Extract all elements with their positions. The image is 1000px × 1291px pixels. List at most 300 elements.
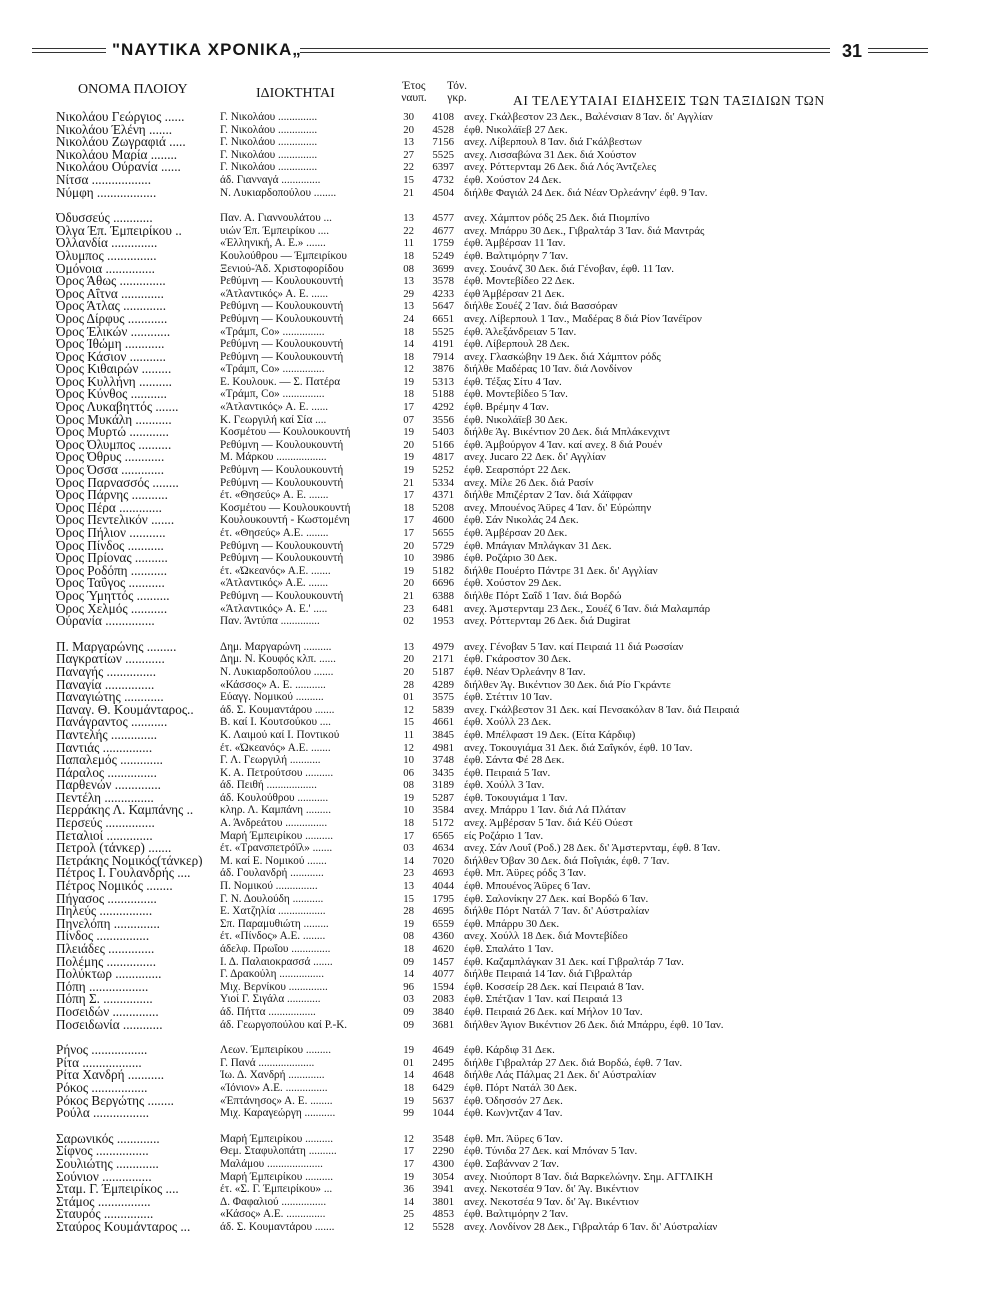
ship-name: Πέτρος Ι. Γουλανδρής .... (56, 867, 191, 881)
latest-news: έφθ. Άμβέρσαν 20 Δεκ. (464, 527, 568, 539)
ship-row (56, 326, 968, 339)
ship-owner: «Έλληνική, Α. Ε.» ....... (220, 237, 326, 250)
ship-row (56, 1183, 968, 1196)
ship-row (56, 1107, 968, 1120)
ship-owner: Δημ. Μαργαρώνη .......... (220, 640, 332, 653)
year-built: 15 (403, 173, 414, 186)
ship-name: Στάμος ................ (56, 1195, 151, 1209)
ship-row (56, 855, 968, 868)
gross-tonnage: 3435 (432, 766, 454, 779)
ship-name: Όρος Μυκάλη ........... (56, 413, 172, 427)
ship-name: Πεταλιοί .............. (56, 829, 153, 843)
latest-news: διήλθε Λάς Πάλμας 21 Δεκ. δι' Αύστραλίαν (464, 1069, 657, 1082)
year-built: 13 (403, 136, 414, 149)
column-header-owners: ΙΔΙΟΚΤΗΤΑΙ (256, 86, 335, 101)
ship-name: Όρος Ροδόπη ........... (56, 564, 168, 578)
latest-news: έφθ. Στέττιν 10 Ίαν. (464, 691, 553, 704)
ship-name: Πάραλος ............... (56, 766, 157, 780)
latest-news: ανεχ. Σουάνζ 30 Δεκ. διά Γένοβαν, έφθ. 11 Ίαν. (464, 262, 675, 275)
latest-news: ανεχ. Νεκοτσέα 9 Ίαν. δι' Άγ. Βικέντιον (464, 1195, 639, 1208)
ship-owner: Κ. Α. Πετρούτσου .......... (220, 766, 334, 779)
year-built: 19 (403, 1094, 414, 1107)
ship-name: Όρος Αΐτνα ............. (56, 287, 164, 301)
ship-name: Πανάγραντος ........... (56, 716, 168, 729)
gross-tonnage: 3876 (432, 363, 454, 376)
ship-row (56, 111, 968, 124)
ship-row (56, 275, 968, 288)
ship-row (56, 212, 968, 225)
gross-tonnage: 7156 (432, 136, 454, 149)
gross-tonnage: 7020 (432, 854, 454, 867)
ship-name: Ρούλα ................. (56, 1107, 150, 1120)
latest-news: διήλθεν Άγιον Βικέντιον 26 Δεκ. διά Μπάρρυ, έφθ. 10 Ίαν. (464, 1018, 724, 1031)
ship-name: Σουλιώτης ............. (56, 1157, 159, 1171)
latest-news: ανεχ. Ρόττερνταμ 26 Δεκ. διά Dugirat (464, 615, 631, 628)
year-built: 19 (403, 917, 414, 930)
ship-name: Όρος Όσσα ............. (56, 464, 165, 477)
latest-news: ανεχ. Γκάλβεστον 31 Δεκ. καί Πενσακόλαν 8 Ίαν. διά Πειραιά (464, 703, 740, 716)
year-built: 10 (403, 552, 414, 565)
year-built: 19 (403, 1170, 414, 1183)
year-built: 01 (403, 691, 414, 704)
latest-news: έφθ. Σπαλάτο 1 Ίαν. (464, 943, 554, 955)
ship-owner: Ρεθύμνη — Κουλουκουντή (220, 275, 344, 288)
latest-news: διήλθε Πουέρτο Πάντρε 31 Δεκ. δι' Αγγλίαν (464, 564, 658, 577)
year-built: 17 (403, 514, 414, 527)
ship-name: Παντιάς ............... (56, 741, 153, 755)
year-built: 11 (403, 237, 414, 250)
year-built: 14 (403, 1069, 414, 1082)
year-built: 18 (403, 388, 414, 401)
ship-name: Όλγα Έπ. Έμπειρίκου .. (56, 224, 182, 238)
year-built: 20 (403, 577, 414, 590)
ship-row (56, 351, 968, 364)
latest-news: ανεχ. Άμστερνταμ 23 Δεκ., Σουέζ 6 Ίαν. διά Μαλαμπάρ (464, 602, 711, 615)
latest-news: διήλθε Πόρτ Νατάλ 7 Ίαν. δι' Αύστραλίαν (464, 905, 650, 918)
gross-tonnage: 4677 (432, 224, 454, 237)
gross-tonnage: 2290 (432, 1145, 454, 1158)
year-built: 30 (403, 111, 414, 123)
ship-name: Όρος Όλυμπος .......... (56, 438, 172, 452)
year-built: 15 (403, 716, 414, 729)
ship-owner: Μαλάμου .................... (220, 1157, 323, 1170)
ship-owner: έτ. «Τρανσπετρόϊλ» ....... (220, 842, 333, 855)
ship-group (56, 641, 968, 1031)
ship-row (56, 981, 968, 994)
ship-owner: έτ. «Ώκεανός» Α.Ε. ....... (220, 564, 331, 577)
year-built: 18 (403, 350, 414, 363)
gross-tonnage: 2083 (432, 993, 454, 1006)
ship-owner: Ρεθύμνη — Κουλουκουντή (220, 552, 344, 565)
latest-news: έφθ. Μπ. Άϋρες 6 Ίαν. (464, 1132, 563, 1145)
ship-row (56, 653, 968, 666)
ship-group (56, 212, 968, 628)
page-number: 31 (842, 41, 863, 61)
latest-news: έφθ. Κάρδιφ 31 Δεκ. (464, 1044, 555, 1057)
ship-owner: Μ. καί Ε. Νομικού ....... (220, 854, 327, 867)
gross-tonnage: 4504 (432, 186, 454, 199)
latest-news: έφθ. Σεαρσπόρτ 22 Δεκ. (464, 464, 571, 477)
ship-owner: Ρεθύμνη — Κουλουκουντή (220, 539, 344, 552)
gross-tonnage: 5208 (432, 501, 454, 514)
ship-owner: Μαρή Έμπειρίκου .......... (220, 829, 334, 842)
ship-row (56, 956, 968, 969)
ship-owner: Ρεθύμνη — Κουλουκουντή (220, 350, 344, 363)
ship-row (56, 237, 968, 250)
gross-tonnage: 2495 (432, 1056, 454, 1069)
ship-name: Νικολάου Ούρανία ...... (56, 161, 181, 174)
ship-name: Όρος Ύμηττός .......... (56, 589, 170, 603)
latest-news: έφθ. Άμβέρσαν 11 Ίαν. (464, 237, 566, 250)
ship-owner: Γ. Λ. Γεωργιλή ........... (220, 754, 321, 767)
ship-row (56, 1171, 968, 1184)
ship-name: Όρος Πάρνης ........... (56, 489, 168, 502)
ship-owner: Μαρή Έμπειρίκου .......... (220, 1170, 334, 1183)
latest-news: έφθ. Γκάροστον 30 Δεκ. (464, 653, 571, 666)
gross-tonnage: 3840 (432, 1005, 454, 1018)
ships-table (56, 111, 968, 1246)
ship-row (56, 590, 968, 603)
latest-news: έφθ Άμβέρσαν 21 Δεκ. (464, 287, 565, 300)
year-built: 09 (403, 955, 414, 968)
ship-row (56, 527, 968, 540)
gross-tonnage: 4853 (432, 1208, 454, 1221)
gross-tonnage: 3699 (432, 262, 454, 275)
ship-name: Πολέμης ............... (56, 955, 156, 969)
gross-tonnage: 6651 (432, 312, 454, 325)
year-built: 10 (403, 754, 414, 767)
ship-owner: Κουλουκουντή - Κωστομένη (220, 514, 350, 527)
ship-owner: Μ. Μάρκου .................. (220, 451, 327, 464)
gross-tonnage: 5637 (432, 1094, 454, 1107)
ship-owner: Ι. Δ. Παλαιοκρασσά ....... (220, 955, 333, 968)
latest-news: έφθ. Χούστον 24 Δεκ. (464, 173, 562, 186)
ship-name: Παναγιώτης ............ (56, 691, 164, 704)
ship-row (56, 1057, 968, 1070)
column-header-ship-name: ΟΝΟΜΑ ΠΛΟΙΟΥ (78, 82, 188, 97)
gross-tonnage: 5313 (432, 375, 454, 388)
ship-name: Νύμφη .................. (56, 186, 157, 200)
latest-news: ανεχ. Γκάλβεστον 23 Δεκ., Βαλένσιαν 8 Ίαν. δι' Αγγλίαν (464, 111, 713, 123)
year-built: 09 (403, 1018, 414, 1031)
gross-tonnage: 3584 (432, 804, 454, 817)
ship-name: Παρθενών .............. (56, 779, 161, 792)
ship-owner: έτ. «Σ. Γ. Έμπειρίκου» ... (220, 1183, 333, 1196)
ship-name: Νικολάου Γεώργιος ...... (56, 111, 185, 124)
ship-owner: Θεμ. Σταφυλοπάτη .......... (220, 1145, 337, 1158)
latest-news: ανεχ. Γλασκώβην 19 Δεκ. διά Χάμπτον ρόδς (464, 350, 661, 363)
ship-owner: Γ. Πανά .................... (220, 1056, 315, 1069)
ship-name: Όρος Κάσιον ........... (56, 350, 166, 364)
gross-tonnage: 4620 (432, 943, 454, 955)
ship-name: Πεντέλη ............... (56, 791, 154, 805)
ship-name: Νικολάου Μαρία ........ (56, 148, 178, 162)
latest-news: διήλθεν Άγ. Βικέντιον 30 Δεκ. διά Ρίο Γκράντε (464, 678, 671, 691)
ship-owner: Δημ. Ν. Κουφός κλπ. ...... (220, 653, 336, 666)
ship-row (56, 540, 968, 553)
gross-tonnage: 4233 (432, 287, 454, 300)
year-built: 01 (403, 1056, 414, 1069)
latest-news: διήλθεν Όβαν 30 Δεκ. διά Ποΐγιάκ, έφθ. 7 Ίαν. (464, 854, 670, 867)
ship-name: Πολύκτωρ .............. (56, 968, 162, 981)
year-built: 03 (403, 842, 414, 855)
gross-tonnage: 3681 (432, 1018, 454, 1031)
ship-owner: Κ. Γεωργιλή καί Σία .... (220, 413, 327, 426)
gross-tonnage: 4648 (432, 1069, 454, 1082)
ship-owner: Υιοί Γ. Σιγάλα ............ (220, 993, 321, 1006)
latest-news: έφθ. Νέαν Όρλεάνην 8 Ίαν. (464, 665, 586, 678)
header-rule-left (32, 48, 106, 53)
year-built: 20 (403, 665, 414, 678)
year-built: 12 (403, 703, 414, 716)
gross-tonnage: 5647 (432, 300, 454, 313)
latest-news: έφθ. Κων)ντζαν 4 Ίαν. (464, 1107, 563, 1120)
ship-name: Όρος Παρνασσός ........ (56, 476, 179, 490)
gross-tonnage: 4289 (432, 678, 454, 691)
latest-news: έφθ. Χούλλ 3 Ίαν. (464, 779, 545, 792)
ship-name: Όρος Ίθώμη ............ (56, 338, 165, 351)
ship-name: Νικολάου Έλένη ....... (56, 123, 173, 137)
ship-row (56, 388, 968, 401)
ship-row (56, 451, 968, 464)
year-built: 12 (403, 1132, 414, 1145)
ship-row (56, 930, 968, 943)
year-built: 17 (403, 527, 414, 539)
gross-tonnage: 4191 (432, 338, 454, 351)
ship-name: Ρήνος ................. (56, 1044, 148, 1057)
year-built: 03 (403, 993, 414, 1006)
year-built: 09 (403, 1005, 414, 1018)
latest-news: ανεχ. Άμβέρσαν 5 Ίαν. διά Κέϋ Ούεστ (464, 817, 633, 830)
gross-tonnage: 3986 (432, 552, 454, 565)
ship-owner: Γ. Δρακούλη ................ (220, 968, 324, 981)
latest-news: ανεχ. Νεκοτσέα 9 Ίαν. δι' Άγ. Βικέντιον (464, 1183, 639, 1196)
latest-news: διήλθε Άγ. Βικέντιον 20 Δεκ. διά Μπλάκενχιντ (464, 426, 671, 439)
ship-owner: Γ. Νικολάου .............. (220, 111, 318, 123)
latest-news: ανεχ. Λίβερπουλ 1 Ίαν., Μαδέρας 8 διά Ρίον Ίανέϊρον (464, 312, 702, 325)
ship-row (56, 426, 968, 439)
year-built: 21 (403, 186, 414, 199)
gross-tonnage: 5166 (432, 438, 454, 451)
gross-tonnage: 5525 (432, 325, 454, 338)
gross-tonnage: 4817 (432, 451, 454, 464)
ship-name: Ρίτα .................. (56, 1056, 142, 1070)
year-built: 08 (403, 930, 414, 943)
year-built: 20 (403, 438, 414, 451)
latest-news: ανεχ. Χούλλ 18 Δεκ. διά Μοντεβίδεο (464, 930, 628, 943)
latest-news: ανεχ. Ρόττερνταμ 26 Δεκ. διά Λός Άντζελες (464, 161, 657, 174)
year-built: 18 (403, 943, 414, 955)
ship-row (56, 905, 968, 918)
year-built: 20 (403, 539, 414, 552)
gross-tonnage: 4300 (432, 1157, 454, 1170)
gross-tonnage: 3054 (432, 1170, 454, 1183)
ship-row (56, 376, 968, 389)
column-header-tonnage: Τόν. γκρ. (446, 80, 468, 104)
ship-owner: Εύαγγ. Νομικού .......... (220, 691, 324, 704)
ship-row (56, 313, 968, 326)
gross-tonnage: 4981 (432, 741, 454, 754)
ship-owner: Κουλούθρου — Έμπειρίκου (220, 249, 347, 262)
ship-owner: Ρεθύμνη — Κουλουκουντή (220, 464, 344, 477)
year-built: 12 (403, 741, 414, 754)
gross-tonnage: 5172 (432, 817, 454, 830)
ship-owner: «Τράμπ, Co» ............... (220, 363, 325, 376)
latest-news: έφθ. Νικολάϊεβ 30 Δεκ. (464, 413, 568, 426)
ship-owner: «Τράμπ, Co» ............... (220, 388, 325, 401)
gross-tonnage: 6481 (432, 602, 454, 615)
ship-row (56, 401, 968, 414)
latest-news: έφθ. Μπέλφαστ 19 Δεκ. (Είτα Κάρδιφ) (464, 728, 636, 741)
ship-owner: έτ. «Θησεύς» Α. Ε. ....... (220, 489, 329, 502)
latest-news: ανεχ. Χάμπτον ρόδς 25 Δεκ. διά Πιομπίνο (464, 212, 650, 225)
ship-name: Νίτσα .................. (56, 173, 152, 187)
ship-row (56, 1133, 968, 1146)
year-built: 19 (403, 451, 414, 464)
ship-name: Σταμ. Γ. Έμπειρίκος .... (56, 1183, 179, 1196)
latest-news: έφθ. Σαλονίκην 27 Δεκ. καί Βορδώ 6 Ίαν. (464, 892, 649, 905)
header-rule-middle (300, 48, 830, 53)
ship-name: Όρος Άτλας ............. (56, 300, 166, 313)
ship-name: Όλλανδία .............. (56, 237, 158, 250)
gross-tonnage: 5334 (432, 476, 454, 489)
ship-row (56, 1158, 968, 1171)
gross-tonnage: 5188 (432, 388, 454, 401)
ship-owner: Ρεθύμνη — Κουλουκουντή (220, 476, 344, 489)
year-built: 17 (403, 1157, 414, 1170)
year-built: 19 (403, 564, 414, 577)
ship-name: Όρος Πήλιον ........... (56, 527, 166, 540)
gross-tonnage: 1795 (432, 892, 454, 905)
ship-row (56, 149, 968, 162)
gross-tonnage: 4693 (432, 867, 454, 880)
ship-name: Σίφνος ................ (56, 1145, 149, 1158)
ship-owner: Λεων. Έμπειρίκου ......... (220, 1044, 332, 1057)
year-built: 21 (403, 476, 414, 489)
gross-tonnage: 4077 (432, 968, 454, 981)
year-built: 22 (403, 161, 414, 174)
gross-tonnage: 5249 (432, 249, 454, 262)
gross-tonnage: 3548 (432, 1132, 454, 1145)
ship-row (56, 1196, 968, 1209)
ship-row (56, 817, 968, 830)
year-built: 17 (403, 401, 414, 414)
ship-row (56, 577, 968, 590)
journal-title: "ΝΑΥΤΙΚΑ ΧΡΟΝΙΚΑ„ (112, 40, 302, 59)
year-built: 18 (403, 325, 414, 338)
year-built: 19 (403, 464, 414, 477)
gross-tonnage: 6559 (432, 917, 454, 930)
year-built: 17 (403, 1145, 414, 1158)
ship-owner: άδ. Πειθή .................. (220, 779, 317, 792)
ship-owner: άδελφ. Πρωΐου .............. (220, 943, 331, 955)
ship-row (56, 187, 968, 200)
year-built: 20 (403, 653, 414, 666)
column-header-latest-news: ΑΙ ΤΕΛΕΥΤΑΙΑΙ ΕΙΔΗΣΕΙΣ ΤΩΝ ΤΑΞΙΔΙΩΝ ΤΩΝ (513, 93, 825, 108)
ship-name: Όρος Πίνδος ........... (56, 539, 164, 553)
gross-tonnage: 3845 (432, 728, 454, 741)
latest-news: έφθ. Άμβούργον 4 Ίαν. καί ανεχ. 8 διά Ρουέν (464, 438, 663, 451)
ship-name: Σταυρός ............... (56, 1208, 154, 1221)
ship-row (56, 666, 968, 679)
ship-row (56, 161, 968, 174)
latest-news: έφθ. Άλεξάνδρειαν 5 Ίαν. (464, 325, 577, 338)
ship-name: Σούνιον ............... (56, 1170, 152, 1184)
latest-news: έφθ. Βαλτιμόρην 7 Ίαν. (464, 249, 569, 262)
ship-row (56, 918, 968, 931)
latest-news: ανεχ. Μίλε 26 Δεκ. διά Ρασίν (464, 476, 594, 489)
ship-owner: Παν. Α. Γιαννουλάτου ... (220, 212, 332, 225)
ship-row (56, 691, 968, 704)
ship-owner: Μιχ. Βερνίκου .............. (220, 980, 328, 993)
latest-news: διήλθε Μπιζέρταν 2 Ίαν. διά Χάϊφφαν (464, 489, 633, 502)
ship-owner: Ίω. Δ. Χανδρή ............. (220, 1069, 325, 1082)
ship-owner: Β. καί Ι. Κουτσούκου .... (220, 716, 331, 729)
year-built: 14 (403, 854, 414, 867)
year-built: 29 (403, 287, 414, 300)
ship-owner: Ν. Λυκιαρδοπούλου ........ (220, 186, 337, 199)
ship-name: Σταύρος Κουμάνταρος ... (56, 1220, 191, 1234)
year-built: 13 (403, 640, 414, 653)
year-built: 19 (403, 1044, 414, 1057)
ship-group (56, 111, 968, 199)
ship-name: Όρος Μυρτώ ............ (56, 426, 169, 439)
ship-owner: Γ. Ν. Δουλούδη ........... (220, 892, 324, 905)
ship-row (56, 489, 968, 502)
gross-tonnage: 4600 (432, 514, 454, 527)
year-built: 08 (403, 779, 414, 792)
ship-owner: «Ίόνιον» Α.Ε. ............... (220, 1081, 328, 1094)
ship-row (56, 225, 968, 238)
latest-news: έφθ. Βαλτιμόρην 2 Ίαν. (464, 1208, 569, 1221)
ship-row (56, 1044, 968, 1057)
year-built: 14 (403, 1195, 414, 1208)
ship-owner: «Άτλαντικός» Α. Ε. ...... (220, 401, 329, 414)
latest-news: έφθ. Τοκουγιάμα 1 Ίαν. (464, 791, 568, 804)
year-built: 18 (403, 501, 414, 514)
year-built: 17 (403, 829, 414, 842)
ship-row (56, 641, 968, 654)
ship-owner: Ρεθύμνη — Κουλουκουντή (220, 438, 344, 451)
ship-owner: Ρεθύμνη — Κουλουκουντή (220, 300, 344, 313)
gross-tonnage: 6388 (432, 589, 454, 602)
ship-owner: Ρεθύμνη — Κουλουκουντή (220, 338, 344, 351)
ship-name: Σαρωνικός ............. (56, 1132, 160, 1146)
ship-name: Όρος Πεντελικόν ....... (56, 514, 175, 527)
ship-owner: Κοσμέτου — Κουλουκουντή (220, 426, 351, 439)
year-built: 19 (403, 375, 414, 388)
gross-tonnage: 5525 (432, 148, 454, 161)
year-built: 23 (403, 867, 414, 880)
year-built: 12 (403, 1220, 414, 1233)
ship-name: Περσεύς ............... (56, 817, 155, 830)
ship-name: Όρος Κυλλήνη .......... (56, 375, 172, 389)
ship-owner: Δ. Φαφαλιού ................ (220, 1195, 327, 1208)
gross-tonnage: 4371 (432, 489, 454, 502)
ship-row (56, 742, 968, 755)
gross-tonnage: 4979 (432, 640, 454, 653)
gross-tonnage: 3748 (432, 754, 454, 767)
gross-tonnage: 1594 (432, 980, 454, 993)
gross-tonnage: 2171 (432, 653, 454, 666)
ship-owner: Κοσμέτου — Κουλουκουντή (220, 501, 351, 514)
year-built: 27 (403, 148, 414, 161)
latest-news: έφθ. Νικολάϊεβ 27 Δεκ. (464, 123, 568, 136)
latest-news: διήλθε Πειραιά 14 Ίαν. διά Γιβραλτάρ (464, 968, 633, 981)
gross-tonnage: 3941 (432, 1183, 454, 1196)
ship-row (56, 792, 968, 805)
ship-name: Πόπη Σ. ............... (56, 993, 153, 1006)
